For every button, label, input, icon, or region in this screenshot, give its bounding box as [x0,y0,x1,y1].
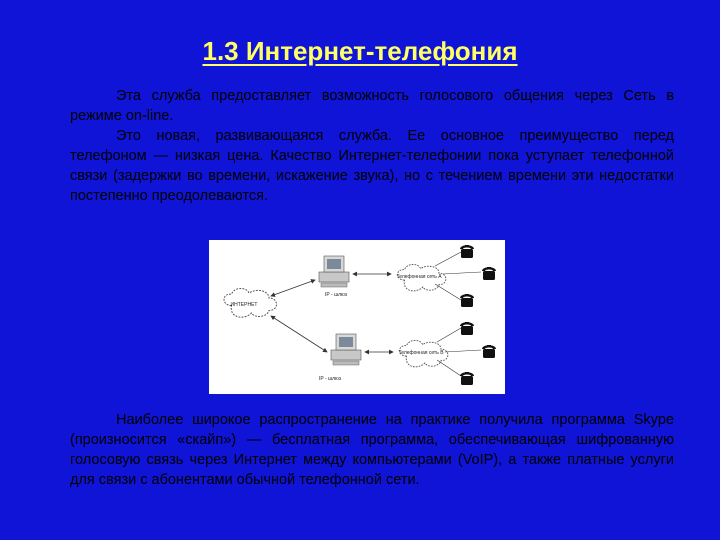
paragraph-1: Эта служба предоставляет возможность голосового общения через Сеть в режиме on-line. [70,88,674,124]
telephone-icon [460,245,474,258]
network-b-label: Телефонная сеть В [398,350,444,356]
telephone-icon [460,322,474,335]
paragraph-2: Это новая, развивающаяся служба. Ее основное преимущество перед телефоном — низкая цена. Качество Интернет-телефонии пока уступает телефонной связи (задержки во времени, искажение звука), но с течением времени эти недостатки постепенно преодолеваются. [70,128,674,204]
gateway-a-label: IP - шлюз [325,292,348,298]
ip-telephony-diagram [209,240,505,394]
telephone-icon [460,372,474,385]
telephone-icon [482,345,496,358]
page-title: 1.3 Интернет-телефония [202,36,518,66]
network-a-label: Телефонная сеть А [396,274,442,280]
skype-text [70,410,674,490]
internet-label: ИНТЕРНЕТ [230,302,258,308]
telephone-icon [460,294,474,307]
paragraph-3: Наиболее широкое распространение на практике получила программа Skype (произносится «скайп») — бесплатная программа, обеспечивающая шифрованную голосовую связь через Интернет между компьютерами (VoIP), а также платные услуги для связи с абонентами обычной телефонной сети. [70,412,674,488]
diagram-svg [209,240,505,394]
intro-text [70,86,674,206]
computer-b-icon [331,334,361,365]
gateway-b-label: IP - шлюз [319,376,342,382]
telephone-icon [482,267,496,280]
computer-a-icon [319,256,349,287]
